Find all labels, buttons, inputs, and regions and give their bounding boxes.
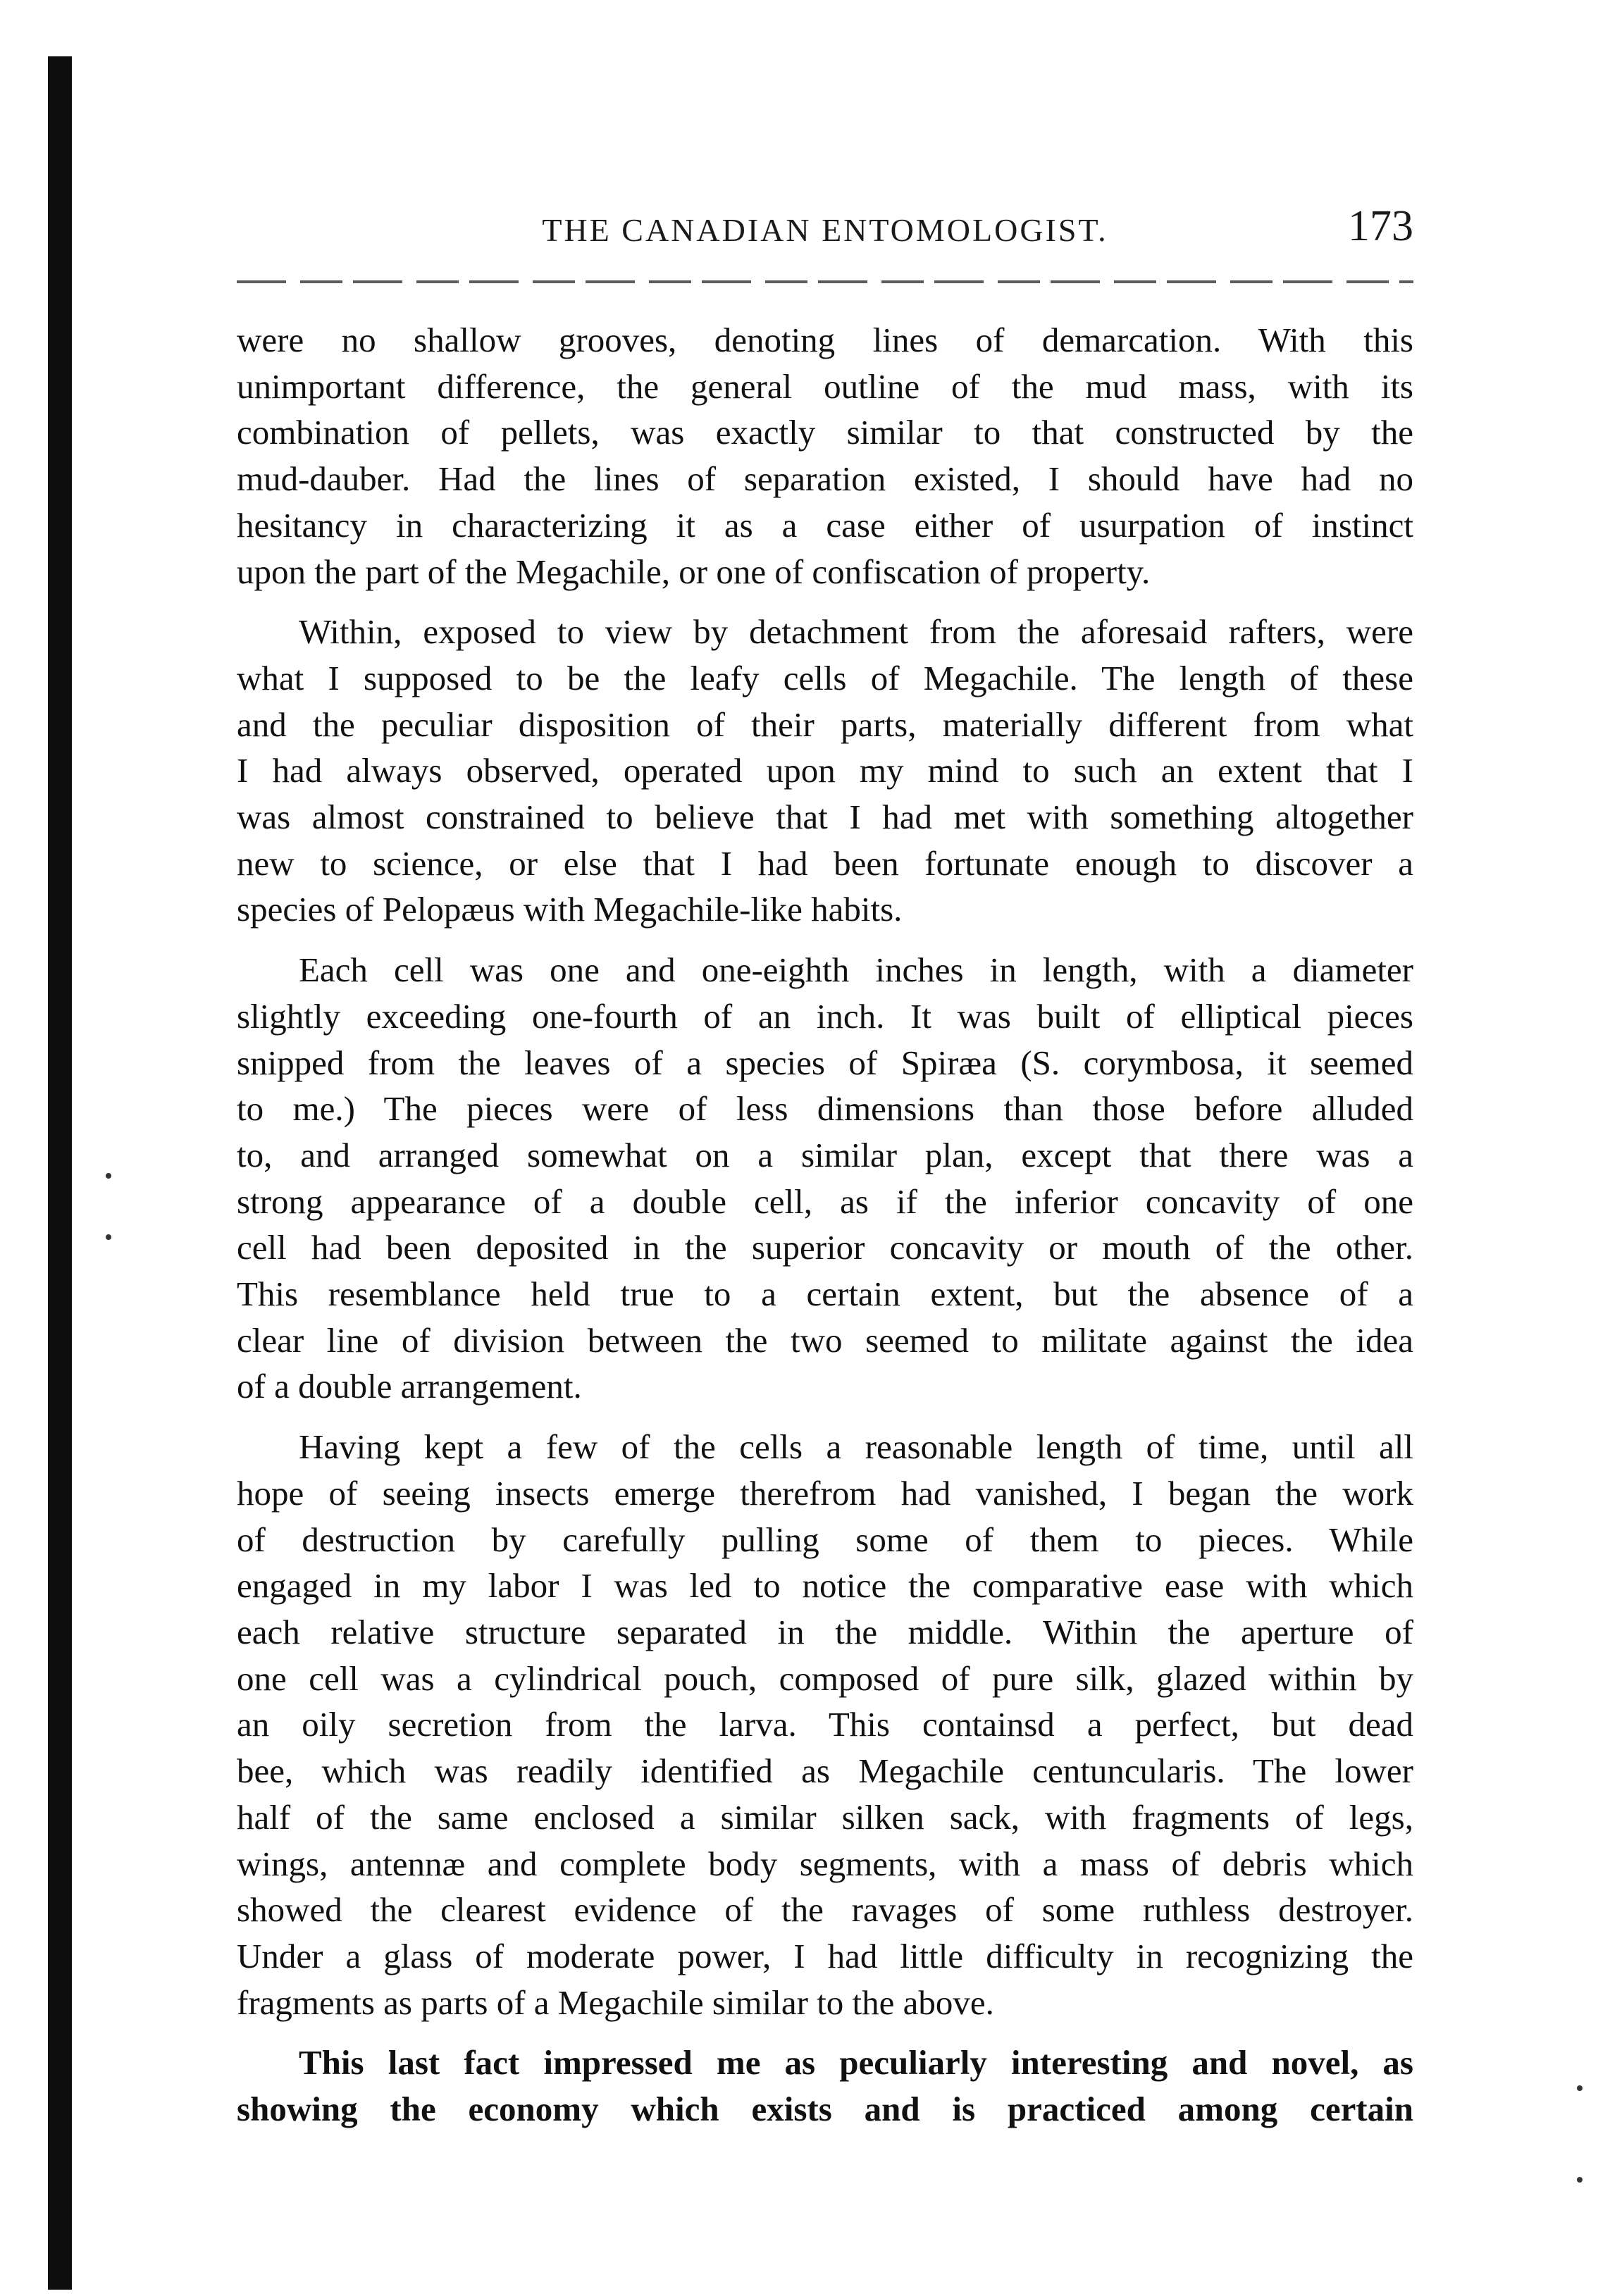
margin-speck [1577,2085,1583,2091]
text-line: snipped from the leaves of a species of Spiræa (S. corymbosa, it seemed [237,1043,1413,1082]
paragraph [237,2040,1413,2132]
text-line: half of the same enclosed a similar silken sack, with fragments of legs, [237,1797,1413,1837]
text-line: I had always observed, operated upon my mind to such an extent that I [237,751,1413,790]
header-rule [237,280,1413,283]
page [237,196,1413,2147]
text-line: slightly exceeding one-fourth of an inch. It was built of elliptical pieces [237,996,1413,1036]
text-line: new to science, or else that I had been fortunate enough to discover a [237,843,1413,883]
text-line: cell had been deposited in the superior concavity or mouth of the other. [237,1228,1413,1267]
paragraph [237,609,1413,933]
running-title: THE CANADIAN ENTOMOLOGIST. [542,212,1108,248]
text-line: and the peculiar disposition of their parts, materially different from what [237,705,1413,744]
text-line: hesitancy in characterizing it as a case either of usurpation of instinct [237,505,1413,545]
text-line: what I supposed to be the leafy cells of Megachile. The length of these [237,658,1413,697]
text-line: of a double arrangement. [237,1367,582,1406]
page-number: 173 [1348,202,1413,250]
text-line: combination of pellets, was exactly similar to that constructed by the [237,413,1413,452]
margin-speck [106,1173,111,1179]
margin-speck [1577,2177,1583,2183]
text-line: mud-dauber. Had the lines of separation existed, I should have had no [237,459,1413,499]
margin-speck [106,1234,111,1240]
text-line: were no shallow grooves, denoting lines of demarcation. With this [237,321,1413,359]
text-line: showed the clearest evidence of the ravages of some ruthless destroyer. [237,1890,1413,1930]
text-line: strong appearance of a double cell, as if the inferior concavity of one [237,1181,1413,1221]
text-line: each relative structure separated in the middle. Within the aperture of [237,1612,1413,1651]
text-line: wings, antennæ and complete body segments, with a mass of debris which [237,1844,1413,1883]
text-line: Each cell was one and one-eighth inches in length, with a diameter [299,950,1413,990]
text-line: an oily secretion from the larva. This containsd a perfect, but dead [237,1705,1413,1744]
text-line: This resemblance held true to a certain extent, but the absence of a [237,1274,1413,1314]
paragraph [237,317,1413,595]
text-line: of destruction by carefully pulling some of them to pieces. While [237,1520,1413,1559]
text-line: hope of seeing insects emerge therefrom had vanished, I began the work [237,1473,1413,1513]
text-line: was almost constrained to believe that I had met with something altogether [237,798,1413,837]
text-line: Having kept a few of the cells a reasonable length of time, until all [299,1427,1413,1467]
text-line: species of Pelopæus with Megachile-like habits. [237,890,903,929]
text-line: Within, exposed to view by detachment from the aforesaid rafters, were [299,612,1413,652]
text-line: Under a glass of moderate power, I had little difficulty in recognizing the [237,1936,1413,1975]
scan-binding-shadow [48,56,72,2290]
text-line: to me.) The pieces were of less dimensions than those before alluded [237,1089,1413,1129]
body-text [237,317,1413,2133]
paragraph [237,947,1413,1410]
text-line: unimportant difference, the general outline of the mud mass, with its [237,366,1413,406]
text-line: upon the part of the Megachile, or one of confiscation of property. [237,552,1151,591]
running-head [237,196,1413,252]
text-line: one cell was a cylindrical pouch, composed of pure silk, glazed within by [237,1658,1413,1698]
text-line: engaged in my labor I was led to notice the comparative ease with which [237,1566,1413,1606]
paragraph [237,1424,1413,2025]
text-line: showing the economy which exists and is practiced among certain [237,2090,1413,2129]
text-line: bee, which was readily identified as Megachile centuncularis. The lower [237,1751,1413,1791]
text-line: This last fact impressed me as peculiarly interesting and novel, as [299,2043,1413,2083]
text-line: clear line of division between the two seemed to militate against the idea [237,1320,1413,1360]
text-line: fragments as parts of a Megachile similar to the above. [237,1982,994,2022]
text-line: to, and arranged somewhat on a similar plan, except that there was a [237,1135,1413,1174]
